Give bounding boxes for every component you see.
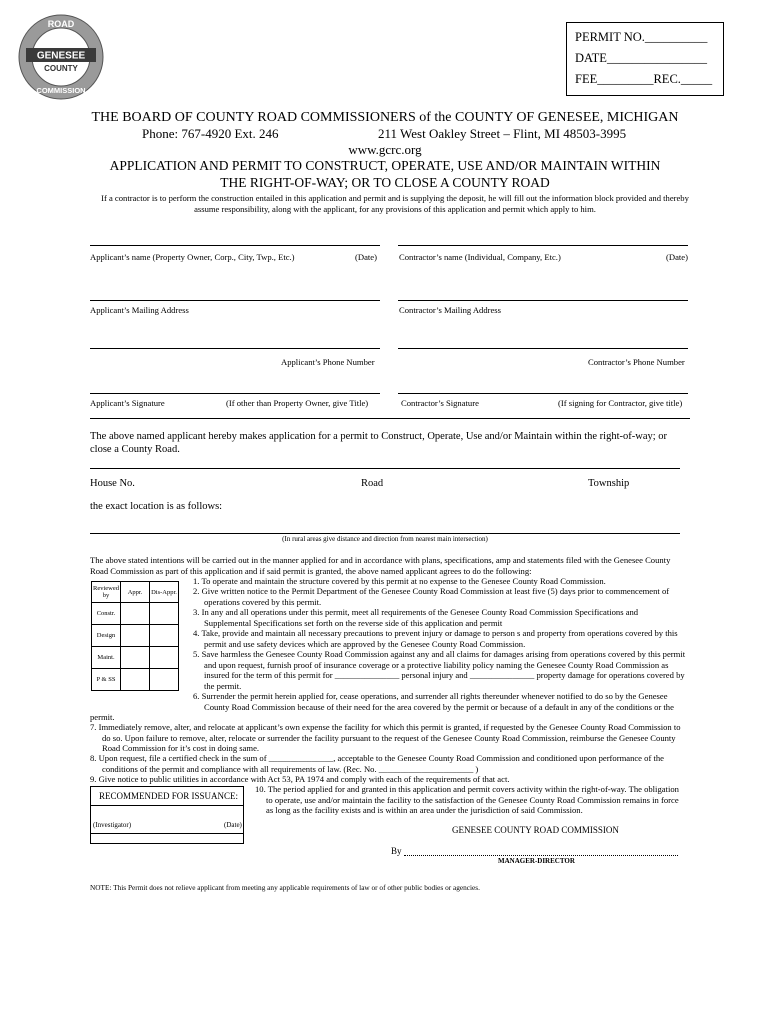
applicant-address-line[interactable] bbox=[90, 300, 380, 301]
reviewed-by-header: Reviewed by bbox=[92, 582, 121, 603]
phone-line: Phone: 767-4920 Ext. 246 bbox=[142, 126, 279, 141]
permit-date-field[interactable]: DATE________________ bbox=[575, 51, 707, 65]
condition-3b: Supplemental Specifications set forth on the reverse side of this application and permit bbox=[204, 618, 503, 628]
condition-5b: and upon request, furnish proof of insurance coverage or a protective liability policy naming the Genesee County Road Commission as bbox=[204, 660, 669, 670]
condition-8a: 8. Upon request, file a certified check in the sum of _______________, acceptable to the Genesee County Road Commission and conditioned upon performance of the bbox=[90, 753, 664, 763]
condition-5a: 5. Save harmless the Genesee County Road Commission against any and all claims for damages arising from operations covered by this permit bbox=[193, 649, 686, 659]
investigator-date-label: (Date) bbox=[224, 821, 242, 829]
investigator-label: (Investigator) bbox=[93, 821, 132, 829]
conditions-intro: The above stated intentions will be carried out in the manner applied for and in accordance with plans, specifications, amp and statements filed with the Genesee County Road Commission as part of this application and if said permit is granted, the above named applicant agrees to do the following: bbox=[90, 555, 671, 576]
condition-10a: 10. The period applied for and granted in this application and permit covers activity within the right-of-way. The obligation bbox=[255, 784, 679, 794]
disappr-header: Dis-Appr. bbox=[150, 582, 179, 603]
application-title-1: APPLICATION AND PERMIT TO CONSTRUCT, OPERATE, USE AND/OR MAINTAIN WITHIN bbox=[109, 158, 661, 173]
contractor-name-label: Contractor’s name (Individual, Company, Etc.) bbox=[399, 252, 561, 262]
condition-4a: 4. Take, provide and maintain all necessary precautions to prevent injury or damage to person s and property from operations covered by this bbox=[193, 628, 678, 638]
exact-location-label: the exact location is as follows: bbox=[90, 501, 223, 512]
address-line: 211 West Oakley Street – Flint, MI 48503-3995 bbox=[378, 126, 627, 141]
contractor-name-line[interactable] bbox=[398, 245, 688, 246]
appr-header: Appr. bbox=[121, 582, 150, 603]
condition-2a: 2. Give written notice to the Permit Department of the Genesee County Road Commission at least five (5) days prior to commencement of bbox=[193, 586, 670, 596]
condition-6b: County Road Commission because of their need for the area covered by the permit or because of a default in any of the conditions or the bbox=[204, 702, 674, 712]
disappr-cell[interactable] bbox=[150, 625, 179, 647]
road-label: Road bbox=[361, 478, 384, 489]
commission-name: GENESEE COUNTY ROAD COMMISSION bbox=[452, 825, 619, 835]
condition-10b: to operate, use and/or maintain the facility to the satisfaction of the Genesee County Road Commission remains in force bbox=[266, 795, 679, 805]
application-statement: The above named applicant hereby makes application for a permit to Construct, Operate, Use and/or Maintain within the right-of-way; or close a County Road. bbox=[90, 431, 668, 455]
application-title-2: THE RIGHT-OF-WAY; OR TO CLOSE A COUNTY ROAD bbox=[220, 175, 550, 190]
manager-director-label: MANAGER-DIRECTOR bbox=[498, 857, 575, 865]
intro-text: If a contractor is to perform the construction entailed in this application and permit and is supplying the deposit, he will fill out the information block provided and thereby assume responsibility, along with the applicant, for any provisions of this application and permit which apply to him. bbox=[101, 193, 689, 214]
by-label: By bbox=[391, 846, 402, 856]
recommended-box bbox=[90, 786, 244, 844]
appr-cell[interactable] bbox=[121, 647, 150, 669]
contractor-signature-label: Contractor’s Signature bbox=[401, 398, 479, 408]
rural-note: (In rural areas give distance and direction from nearest main intersection) bbox=[282, 535, 488, 543]
condition-8b: conditions of the permit and compliance with all requirements of law. (Rec. No. ______________________ ) bbox=[102, 764, 479, 774]
permit-fee-field[interactable]: FEE_________REC._____ bbox=[575, 72, 713, 86]
applicant-address-label: Applicant’s Mailing Address bbox=[90, 305, 189, 315]
recommended-divider bbox=[91, 805, 243, 806]
recommended-title: RECOMMENDED FOR ISSUANCE: bbox=[99, 791, 239, 801]
manager-signature-line[interactable] bbox=[404, 855, 678, 856]
review-row-label: P & SS bbox=[92, 669, 121, 691]
permit-info-box bbox=[566, 22, 724, 96]
review-row-label: Constr. bbox=[92, 603, 121, 625]
condition-5d: the permit. bbox=[204, 681, 242, 691]
condition-9: 9. Give notice to public utilities in accordance with Act 53, PA 1974 and comply with each of the requirements of that act. bbox=[90, 774, 510, 784]
contractor-phone-line[interactable] bbox=[398, 348, 688, 349]
permit-no-field[interactable]: PERMIT NO.__________ bbox=[575, 30, 708, 44]
location-line[interactable] bbox=[90, 468, 680, 469]
township-label: Township bbox=[588, 478, 630, 489]
condition-5c: insured for the term of this permit for _______________ personal injury and _______________ property damage for operations covered by bbox=[204, 670, 685, 680]
seal-middle1: GENESEE bbox=[36, 50, 86, 62]
condition-7a: 7. Immediately remove, alter, and relocate at applicant’s own expense the facility for which this permit is granted, if requested by the Genesee County Road Commission to bbox=[90, 722, 681, 732]
appr-cell[interactable] bbox=[121, 625, 150, 647]
road-commission-seal bbox=[18, 14, 104, 100]
disappr-cell[interactable] bbox=[150, 647, 179, 669]
contractor-signature-note: (If signing for Contractor, give title) bbox=[558, 398, 683, 408]
review-row-label: Design bbox=[92, 625, 121, 647]
applicant-phone-label: Applicant’s Phone Number bbox=[281, 357, 375, 367]
seal-top-text: ROAD bbox=[47, 19, 75, 29]
applicant-signature-line[interactable] bbox=[90, 393, 380, 394]
applicant-name-label: Applicant’s name (Property Owner, Corp., City, Twp., Etc.) bbox=[90, 252, 295, 262]
appr-cell[interactable] bbox=[121, 669, 150, 691]
condition-6a: 6. Surrender the permit herein applied for, cease operations, and surrender all rights thereunder whenever notified to do so by the Genesee bbox=[193, 691, 668, 701]
contractor-address-line[interactable] bbox=[398, 300, 688, 301]
applicant-name-line[interactable] bbox=[90, 245, 380, 246]
disappr-cell[interactable] bbox=[150, 603, 179, 625]
contractor-address-label: Contractor’s Mailing Address bbox=[399, 305, 501, 315]
condition-6c: permit. bbox=[90, 712, 115, 722]
contractor-signature-line[interactable] bbox=[398, 393, 688, 394]
condition-7b: do so. Upon failure to remove, alter, relocate or surrender the facility pursuant to the request of the Genesee County Road Commission, reimburse the Genesee County bbox=[102, 733, 676, 743]
disappr-cell[interactable] bbox=[150, 669, 179, 691]
condition-2b: operations covered by this permit. bbox=[204, 597, 322, 607]
condition-10c: as long as the facility exists and is within an area under the jurisdiction of said Commission. bbox=[266, 805, 583, 815]
applicant-phone-line[interactable] bbox=[90, 348, 380, 349]
investigator-signature-line[interactable] bbox=[91, 833, 243, 834]
seal-middle2: COUNTY bbox=[44, 64, 78, 73]
condition-4b: permit and use safety devices which are approved by the Genesee County Road Commission. bbox=[204, 639, 526, 649]
website: www.gcrc.org bbox=[348, 142, 422, 157]
contractor-phone-label: Contractor’s Phone Number bbox=[588, 357, 685, 367]
seal-bottom-text: COMMISSION bbox=[36, 86, 86, 95]
applicant-date-label: (Date) bbox=[355, 252, 377, 262]
review-table bbox=[91, 581, 179, 691]
board-title: THE BOARD OF COUNTY ROAD COMMISSIONERS of the COUNTY OF GENESEE, MICHIGAN bbox=[91, 110, 679, 125]
appr-cell[interactable] bbox=[121, 603, 150, 625]
footer-note: NOTE: This Permit does not relieve applicant from meeting any applicable requirements of law or of other public bodies or agencies. bbox=[90, 883, 480, 892]
review-row-label: Maint. bbox=[92, 647, 121, 669]
condition-1: 1. To operate and maintain the structure covered by this permit at no expense to the Genesee County Road Commission. bbox=[193, 576, 606, 586]
house-no-label: House No. bbox=[90, 478, 135, 489]
contractor-date-label: (Date) bbox=[666, 252, 688, 262]
applicant-signature-label: Applicant’s Signature bbox=[90, 398, 165, 408]
condition-7c: Road Commission for it’s cost in doing same. bbox=[102, 743, 260, 753]
exact-location-line[interactable] bbox=[90, 533, 680, 534]
condition-3a: 3. In any and all operations under this permit, meet all requirements of the Genesee County Road Commission Specifications and bbox=[193, 607, 639, 617]
applicant-signature-note: (If other than Property Owner, give Title) bbox=[226, 398, 369, 408]
section-divider bbox=[90, 418, 690, 419]
